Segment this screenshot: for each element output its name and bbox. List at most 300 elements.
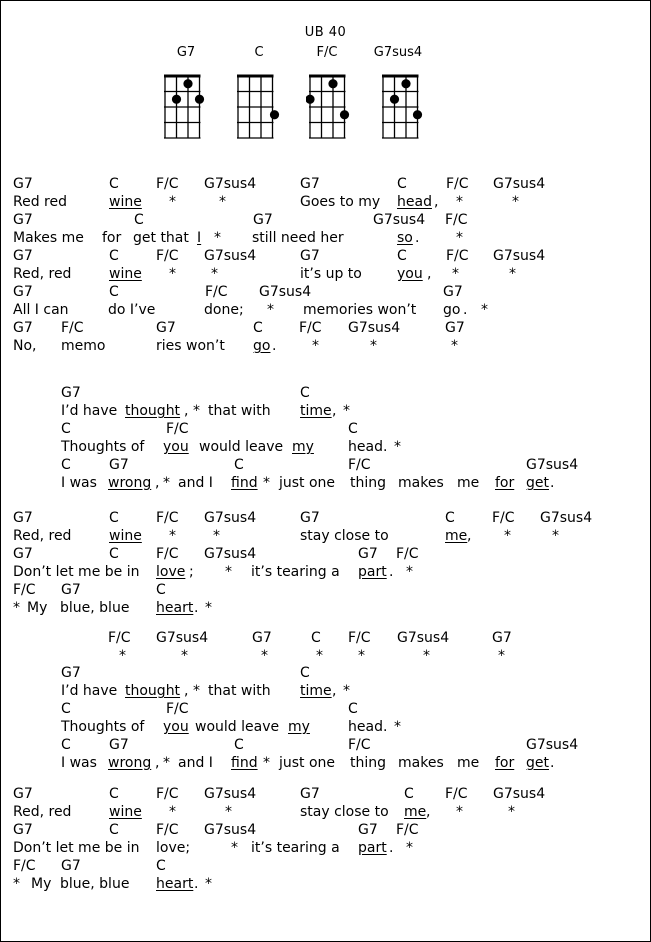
lyric-line: [1, 229, 650, 247]
lyric-word: get: [526, 475, 549, 491]
lyric-word: Red, red: [13, 804, 72, 820]
beat-marker: *: [193, 403, 200, 419]
lyric-word: ,: [155, 475, 160, 491]
beat-marker: *: [456, 194, 463, 210]
lyric-line: [1, 718, 650, 736]
lyric-word: go: [443, 302, 461, 318]
lyric-word: thing: [350, 475, 387, 491]
lyric-word: ,: [332, 683, 337, 699]
finger-dot: [340, 110, 349, 119]
chord-grid: [379, 72, 427, 140]
lyric-word: My: [31, 876, 52, 892]
beat-marker: *: [343, 683, 350, 699]
chord-name: G7sus4: [397, 630, 450, 646]
lyric-word: love;: [156, 840, 191, 856]
finger-dot: [270, 110, 279, 119]
beat-marker: *: [205, 600, 212, 616]
lyric-word: All I can: [13, 302, 69, 318]
beat-marker: *: [504, 528, 511, 544]
finger-dot: [328, 79, 337, 88]
beat-marker: *: [211, 266, 218, 282]
chord-name: C: [234, 737, 244, 753]
chord-name: C: [61, 737, 71, 753]
chord-name: C: [156, 582, 166, 598]
lyric-word: thing: [350, 755, 387, 771]
lyric-word: get: [526, 755, 549, 771]
lyric-word: wrong: [108, 475, 152, 491]
chord-name: G7: [445, 320, 465, 336]
chord-line: [1, 509, 650, 527]
chord-line: [1, 664, 650, 682]
beat-marker: *: [261, 648, 268, 664]
lyric-word: makes: [398, 755, 444, 771]
beat-marker: *: [263, 755, 270, 771]
chord-line: [1, 581, 650, 599]
chord-name: G7: [13, 822, 33, 838]
chord-line: [1, 857, 650, 875]
lyric-word: ries won’t: [156, 338, 225, 354]
lyric-word: Don’t let me be in: [13, 564, 140, 580]
beat-marker: *: [225, 564, 232, 580]
lyric-word: I: [197, 230, 202, 246]
chord-name: G7: [156, 320, 176, 336]
lyric-word: me: [404, 804, 427, 820]
lyric-word: find: [231, 755, 258, 771]
lyric-word: find: [231, 475, 258, 491]
lyric-word: memories won’t: [303, 302, 417, 318]
beat-marker: *: [406, 564, 413, 580]
lyric-word: you: [397, 266, 423, 282]
lyric-word: time: [300, 683, 332, 699]
lyric-word: get that: [133, 230, 189, 246]
chord-line: [1, 175, 650, 193]
chord-name: G7sus4: [373, 212, 426, 228]
lyric-word: ,: [434, 194, 439, 210]
lyric-word: it’s tearing a: [251, 564, 340, 580]
chord-name: G7: [13, 284, 33, 300]
lyric-word: ;: [189, 564, 194, 580]
lyric-word: so: [397, 230, 413, 246]
lyric-word: for: [102, 230, 122, 246]
beat-marker: *: [213, 528, 220, 544]
chord-name: C: [300, 665, 310, 681]
finger-dot: [390, 95, 399, 104]
chord-name: G7: [253, 212, 273, 228]
lyric-word: and I: [178, 755, 213, 771]
lyric-word: part: [358, 564, 387, 580]
lyric-word: you: [163, 439, 189, 455]
chord-name: F/C: [108, 630, 131, 646]
chord-name: G7: [61, 582, 81, 598]
beat-marker: *: [552, 528, 559, 544]
beat-marker: *: [181, 648, 188, 664]
lyric-line: [1, 682, 650, 700]
chord-line: [1, 247, 650, 265]
chord-name: C: [61, 421, 71, 437]
chord-name: C: [109, 546, 119, 562]
chord-name: G7sus4: [204, 248, 257, 264]
chord-name: C: [109, 248, 119, 264]
lyric-word: heart: [156, 876, 194, 892]
lyric-line: [1, 527, 650, 545]
beat-marker: *: [119, 648, 126, 664]
beat-marker: *: [452, 266, 459, 282]
chord-name: G7sus4: [493, 176, 546, 192]
chord-name: G7sus4: [526, 457, 579, 473]
chord-name: G7sus4: [156, 630, 209, 646]
chord-name: G7: [109, 737, 129, 753]
chord-name: G7: [61, 665, 81, 681]
lyric-word: thought: [125, 403, 181, 419]
chord-name: C: [348, 421, 358, 437]
chord-name: G7: [13, 176, 33, 192]
beat-marker: *: [316, 648, 323, 664]
lyric-word: ,: [467, 528, 472, 544]
lyric-word: just one: [279, 755, 336, 771]
lyric-word: Red, red: [13, 266, 72, 282]
chord-name: C: [109, 822, 119, 838]
lyric-word: would leave: [199, 439, 284, 455]
chord-name: G7sus4: [204, 510, 257, 526]
lyric-line: [1, 265, 650, 283]
lyric-word: wrong: [108, 755, 152, 771]
finger-dot: [195, 95, 204, 104]
chord-line: [1, 545, 650, 563]
chord-name: G7: [443, 284, 463, 300]
beat-marker: *: [225, 804, 232, 820]
lyric-word: heart: [156, 600, 194, 616]
chord-name: F/C: [348, 457, 371, 473]
lyric-word: me: [457, 475, 480, 491]
chord-name: C: [311, 630, 321, 646]
chord-name: G7sus4: [493, 786, 546, 802]
lyric-word: .: [389, 564, 394, 580]
chord-name: F/C: [445, 212, 468, 228]
beat-marker: *: [406, 840, 413, 856]
lyric-word: done;: [204, 302, 244, 318]
beat-marker: *: [214, 230, 221, 246]
lyric-word: head.: [348, 439, 388, 455]
chord-name: F/C: [348, 737, 371, 753]
lyric-word: .: [389, 840, 394, 856]
beat-marker: *: [358, 648, 365, 664]
song-title: UB 40: [304, 25, 347, 40]
lyric-word: love: [156, 564, 186, 580]
chord-diagram-label: C: [254, 45, 264, 60]
chord-name: F/C: [156, 822, 179, 838]
chord-name: G7: [61, 385, 81, 401]
beat-marker: *: [163, 755, 170, 771]
chord-name: G7: [300, 248, 320, 264]
lyric-word: wine: [109, 528, 142, 544]
lyric-word: my: [292, 439, 314, 455]
lyric-word: for: [495, 755, 515, 771]
lyric-word: I was: [61, 755, 97, 771]
lyric-line: [1, 563, 650, 581]
chord-name: G7sus4: [204, 786, 257, 802]
chord-name: C: [404, 786, 414, 802]
chord-name: G7: [358, 822, 378, 838]
chord-name: C: [109, 510, 119, 526]
lyric-line: [1, 438, 650, 456]
lyric-word: I’d have: [61, 683, 118, 699]
lyric-word: wine: [109, 266, 142, 282]
chord-name: G7: [300, 176, 320, 192]
chord-grid: [234, 72, 282, 140]
chord-name: F/C: [166, 701, 189, 717]
chord-name: G7: [358, 546, 378, 562]
chord-grid: [161, 72, 209, 140]
lyric-word: ,: [332, 403, 337, 419]
chord-diagram-label: F/C: [316, 45, 338, 60]
chord-name: G7: [13, 546, 33, 562]
beat-marker: *: [423, 648, 430, 664]
lyric-word: it’s up to: [300, 266, 362, 282]
chord-name: C: [109, 176, 119, 192]
chord-line: [1, 283, 650, 301]
lyric-word: for: [495, 475, 515, 491]
lyric-word: go: [253, 338, 271, 354]
chord-name: F/C: [348, 630, 371, 646]
beat-marker: *: [312, 338, 319, 354]
lyric-word: Thoughts of: [61, 719, 145, 735]
chord-name: F/C: [13, 858, 36, 874]
chord-name: F/C: [446, 248, 469, 264]
finger-dot: [413, 110, 422, 119]
chord-name: F/C: [156, 248, 179, 264]
beat-marker: *: [509, 266, 516, 282]
chord-name: G7: [13, 248, 33, 264]
chord-name: G7: [492, 630, 512, 646]
chord-line: [1, 384, 650, 402]
lyric-word: .: [194, 600, 199, 616]
beat-marker: *: [163, 475, 170, 491]
chord-name: F/C: [156, 176, 179, 192]
finger-dot: [183, 79, 192, 88]
chord-line: [1, 211, 650, 229]
lyric-word: Red red: [13, 194, 67, 210]
lyric-word: you: [163, 719, 189, 735]
lyric-word: .: [463, 302, 468, 318]
lyric-word: and I: [178, 475, 213, 491]
lyric-line: [1, 474, 650, 492]
chord-name: C: [61, 457, 71, 473]
lyric-word: do I’ve: [108, 302, 156, 318]
beat-marker: *: [370, 338, 377, 354]
lyric-word: just one: [279, 475, 336, 491]
beat-marker: *: [13, 600, 20, 616]
chord-name: C: [348, 701, 358, 717]
lyric-word: my: [288, 719, 310, 735]
chord-name: C: [61, 701, 71, 717]
lyric-word: .: [415, 230, 420, 246]
chord-name: C: [234, 457, 244, 473]
chord-name: G7: [13, 786, 33, 802]
lyric-word: blue, blue: [60, 600, 130, 616]
chord-name: F/C: [446, 176, 469, 192]
lyric-line: [1, 402, 650, 420]
lyric-word: it’s tearing a: [251, 840, 340, 856]
lyric-line: [1, 839, 650, 857]
chord-name: F/C: [156, 546, 179, 562]
beat-marker: *: [231, 840, 238, 856]
lyric-word: head: [397, 194, 432, 210]
lyric-word: No,: [13, 338, 37, 354]
lyric-word: stay close to: [300, 804, 389, 820]
finger-dot: [401, 79, 410, 88]
lyric-word: I’d have: [61, 403, 118, 419]
beat-marker: *: [343, 403, 350, 419]
beat-marker: *: [267, 302, 274, 318]
chord-name: G7: [61, 858, 81, 874]
beat-marker: *: [508, 804, 515, 820]
lyric-word: wine: [109, 804, 142, 820]
chord-name: F/C: [61, 320, 84, 336]
chord-name: F/C: [445, 786, 468, 802]
chord-name: G7sus4: [493, 248, 546, 264]
chord-line: [1, 456, 650, 474]
lyric-word: thought: [125, 683, 181, 699]
finger-dot: [172, 95, 181, 104]
chord-name: G7: [13, 212, 33, 228]
chord-line: [1, 319, 650, 337]
chord-name: G7: [300, 786, 320, 802]
lyric-word: would leave: [195, 719, 280, 735]
chord-name: F/C: [299, 320, 322, 336]
chord-name: G7: [13, 320, 33, 336]
chord-grid: [306, 72, 354, 140]
beat-marker: *: [456, 804, 463, 820]
lyric-word: Makes me: [13, 230, 84, 246]
chord-line: [1, 821, 650, 839]
lyric-word: Don’t let me be in: [13, 840, 140, 856]
lyric-word: .: [194, 876, 199, 892]
beat-marker: *: [13, 876, 20, 892]
chord-name: C: [397, 248, 407, 264]
beat-marker: *: [394, 719, 401, 735]
chord-name: C: [253, 320, 263, 336]
lyric-word: time: [300, 403, 332, 419]
beat-marker: *: [498, 648, 505, 664]
chord-name: F/C: [205, 284, 228, 300]
lyric-word: me: [445, 528, 468, 544]
chord-name: G7: [252, 630, 272, 646]
lyric-word: ,: [184, 683, 189, 699]
chord-name: G7sus4: [204, 546, 257, 562]
beat-marker: *: [263, 475, 270, 491]
lyric-word: wine: [109, 194, 142, 210]
lyric-word: still need her: [252, 230, 344, 246]
lyric-word: I was: [61, 475, 97, 491]
beat-marker: *: [456, 230, 463, 246]
lyric-line: [1, 875, 650, 893]
lyric-word: ,: [426, 804, 431, 820]
lyric-word: .: [550, 755, 555, 771]
lyric-word: me: [457, 755, 480, 771]
chord-name: F/C: [396, 822, 419, 838]
lyric-line: [1, 337, 650, 355]
lyric-line: [1, 301, 650, 319]
lyric-word: makes: [398, 475, 444, 491]
lyric-word: that with: [208, 683, 271, 699]
beat-marker: *: [169, 194, 176, 210]
chord-name: G7sus4: [348, 320, 401, 336]
beat-marker: *: [169, 266, 176, 282]
beat-marker: *: [394, 439, 401, 455]
chord-line: [1, 736, 650, 754]
chord-name: C: [109, 786, 119, 802]
lyric-word: .: [550, 475, 555, 491]
beat-marker: *: [205, 876, 212, 892]
finger-dot: [306, 95, 315, 104]
chord-name: G7: [300, 510, 320, 526]
lyric-word: part: [358, 840, 387, 856]
lyric-word: blue, blue: [60, 876, 130, 892]
lyric-word: memo: [61, 338, 106, 354]
lyric-word: Thoughts of: [61, 439, 145, 455]
lyric-line: [1, 193, 650, 211]
chord-name: G7: [109, 457, 129, 473]
chord-name: C: [134, 212, 144, 228]
lyric-word: Red, red: [13, 528, 72, 544]
chord-diagram-label: G7: [176, 45, 196, 60]
chord-line: [1, 420, 650, 438]
chord-name: F/C: [492, 510, 515, 526]
chord-line: [1, 785, 650, 803]
chord-diagram-label: G7sus4: [373, 45, 423, 60]
chord-name: F/C: [166, 421, 189, 437]
lyric-line: [1, 803, 650, 821]
chord-line: [1, 629, 650, 647]
chord-name: G7sus4: [204, 176, 257, 192]
lyric-word: Goes to my: [300, 194, 381, 210]
chord-name: F/C: [156, 510, 179, 526]
chord-name: C: [300, 385, 310, 401]
chord-name: G7sus4: [526, 737, 579, 753]
lyric-word: .: [272, 338, 277, 354]
lyric-word: My: [27, 600, 48, 616]
lyric-line: [1, 599, 650, 617]
chord-name: F/C: [13, 582, 36, 598]
beat-marker: *: [169, 804, 176, 820]
chord-name: F/C: [156, 786, 179, 802]
beat-marker: *: [193, 683, 200, 699]
lyric-word: ,: [155, 755, 160, 771]
chord-name: G7sus4: [204, 822, 257, 838]
chord-name: F/C: [396, 546, 419, 562]
chord-name: G7sus4: [259, 284, 312, 300]
lyric-word: that with: [208, 403, 271, 419]
lyric-word: ,: [427, 266, 432, 282]
chord-name: C: [156, 858, 166, 874]
chord-line: [1, 700, 650, 718]
lyric-word: head.: [348, 719, 388, 735]
beat-marker: *: [512, 194, 519, 210]
beat-marker: *: [169, 528, 176, 544]
chord-name: G7: [13, 510, 33, 526]
lyric-word: ,: [184, 403, 189, 419]
lyric-line: [1, 647, 650, 665]
chord-name: G7sus4: [540, 510, 593, 526]
beat-marker: *: [219, 194, 226, 210]
lyric-line: [1, 754, 650, 772]
beat-marker: *: [481, 302, 488, 318]
beat-marker: *: [451, 338, 458, 354]
chord-name: C: [445, 510, 455, 526]
chord-name: C: [109, 284, 119, 300]
lyric-word: stay close to: [300, 528, 389, 544]
chord-name: C: [397, 176, 407, 192]
